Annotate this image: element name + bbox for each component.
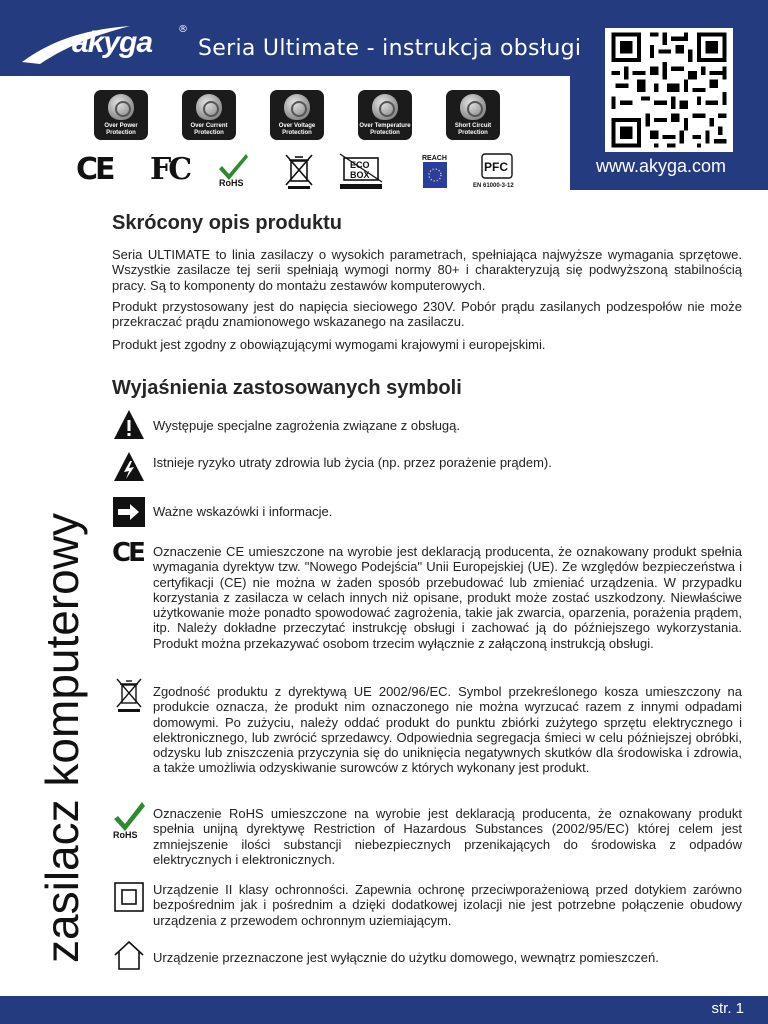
symbol-description: Występuje specjalne zagrożenia związane z obsługą. [153, 418, 461, 433]
arrow-right-icon [112, 494, 146, 530]
section-title-symbols: Wyjaśnienia zastosowanych symboli [112, 377, 462, 399]
website-link[interactable]: www.akyga.com [596, 156, 727, 176]
badge-label: Over Voltage Protection [278, 123, 316, 136]
otp-badge [358, 90, 412, 140]
paragraph: Produkt przystosowany jest do napięcia sieciowego 230V. Pobór prądu zasilanych podzespołów nie może przekraczać prądu znamionowego wskazanego na zasilaczu. [112, 299, 742, 330]
fcc-logo: FC [150, 152, 190, 187]
svg-text:RoHS: RoHS [113, 830, 138, 840]
symbol-description: Oznaczenie RoHS umieszczone na wyrobie jest deklaracją producenta, że oznakowany produkt spełnia unijną dyrektywę Restriction of Hazardous Substances (2002/95/EC) której celem jest zmniejszenie ilości substancji niebezpiecznych przenikających do środowiska z odpadów elektrycznych i elektronicznych. [153, 806, 742, 867]
svg-text:PFC: PFC [484, 160, 508, 174]
sidebar-vertical-title: zasilacz komputerowy [36, 513, 88, 963]
ecobox-logo [338, 152, 384, 190]
page-number: str. 1 [711, 1000, 744, 1017]
symbol-description: Istnieje ryzyko utraty zdrowia lub życia (np. przez porażenie prądem). [153, 455, 552, 470]
ovp-badge [270, 90, 324, 140]
page-title: Seria Ultimate - instrukcja obsługi [198, 36, 582, 61]
shield-icon [108, 94, 134, 120]
symbol-description: Zgodność produktu z dyrektywą UE 2002/96/EC. Symbol przekreślonego kosza umieszczony na produkcie oznacza, że produkt nim oznaczonego nie można wyrzucać razem z innymi odpadami domowymi. Po zużyciu, należy oddać produkt do punktu zbiórki zużytego sprzętu elektrycznego i elektronicznego, lub zwrócić sprzedawcy. Odpowiednia segregacja śmieci w celu późniejszej obróbki, odzysku lub zniszczenia przyczynia się do uniknięcia negatywnych skutków dla środowiska i zdrowia, a także umożliwia odzyskiwanie surowców z których wykonany jest produkt. [153, 684, 742, 776]
badge-label: Short Circuit Protection [454, 123, 492, 136]
svg-text:REACH: REACH [422, 155, 447, 162]
weee-bin-icon [282, 152, 316, 190]
class-ii-icon [112, 880, 146, 914]
weee-bin-icon [112, 676, 146, 714]
ocp-badge [182, 90, 236, 140]
badge-label: Over Current Protection [190, 123, 228, 136]
footer-bar [0, 996, 768, 1024]
paragraph: Seria ULTIMATE to linia zasilaczy o wysokich parametrach, spełniająca najwyższe wymagania sprzętowe. Wszystkie zasilacze tej serii spełniają wymogi normy 80+ i charakteryzują się podwyższoną stabilnością pracy. Są to komponenty do montażu zestawów komputerowych. [112, 247, 742, 293]
symbol-description: Urządzenie II klasy ochronności. Zapewnia ochronę przeciwporażeniową przed dotykiem zarówno bezpośrednim jak i pośrednim a dzięki dodatkowej izolacji nie jest potrzebne połączenie obudowy urządzenia z przewodem ochronnym uziemiającym. [153, 882, 742, 928]
paragraph: Produkt jest zgodny z obowiązującymi wymogami krajowymi i europejskimi. [112, 337, 546, 352]
symbol-description: Oznaczenie CE umieszczone na wyrobie jest deklaracją producenta, że oznakowany produkt spełnia wymagania dyrektyw tzw. "Nowego Podejścia" Unii Europejskiej (UE). Ze względów bezpieczeństwa i certyfikacji (CE) nie można w żaden sposób przebudować lub zmieniać urządzenia. W przypadku korzystania z zasilacza w celach innych niż opisane, produkt może zostać uszkodzony. Niewłaściwe użytkowanie może ponadto spowodować zagrożenia, takie jak zwarcia, oparzenia, porażenia prądem, itp. Należy dokładne przeczytać instrukcję obsługi i zachować ją do późniejszego wykorzystania. Produkt można przekazywać osobom trzecim wyłącznie z załączoną instrukcją obsługi. [153, 544, 742, 651]
qr-code [605, 28, 733, 152]
symbol-description: Ważne wskazówki i informacje. [153, 504, 333, 519]
shield-icon [460, 94, 486, 120]
pfc-logo [472, 152, 528, 190]
reach-logo [420, 152, 450, 190]
shield-icon [372, 94, 398, 120]
opp-badge [94, 90, 148, 140]
shield-icon [196, 94, 222, 120]
warning-icon [112, 408, 146, 442]
scp-badge [446, 90, 500, 140]
shield-icon [284, 94, 310, 120]
badge-label: Over Temperature Protection [359, 123, 411, 136]
svg-text:BOX: BOX [350, 170, 370, 180]
svg-text:ECO: ECO [350, 160, 370, 170]
section-title-description: Skrócony opis produktu [112, 212, 343, 234]
ce-icon: CE [112, 538, 143, 568]
svg-text:EN 61000-3-12: EN 61000-3-12 [473, 183, 514, 189]
rohs-icon [112, 800, 146, 840]
ce-logo: CE [76, 152, 113, 187]
registered-mark: ® [178, 24, 188, 35]
badge-label: Over Power Protection [104, 123, 138, 136]
electric-shock-icon [112, 450, 146, 484]
svg-text:RoHS: RoHS [219, 178, 244, 188]
rohs-logo [216, 152, 250, 188]
brand-logo: akyga [72, 26, 153, 59]
symbol-description: Urządzenie przeznaczone jest wyłącznie do użytku domowego, wewnątrz pomieszczeń. [153, 950, 659, 965]
house-icon [112, 938, 146, 972]
